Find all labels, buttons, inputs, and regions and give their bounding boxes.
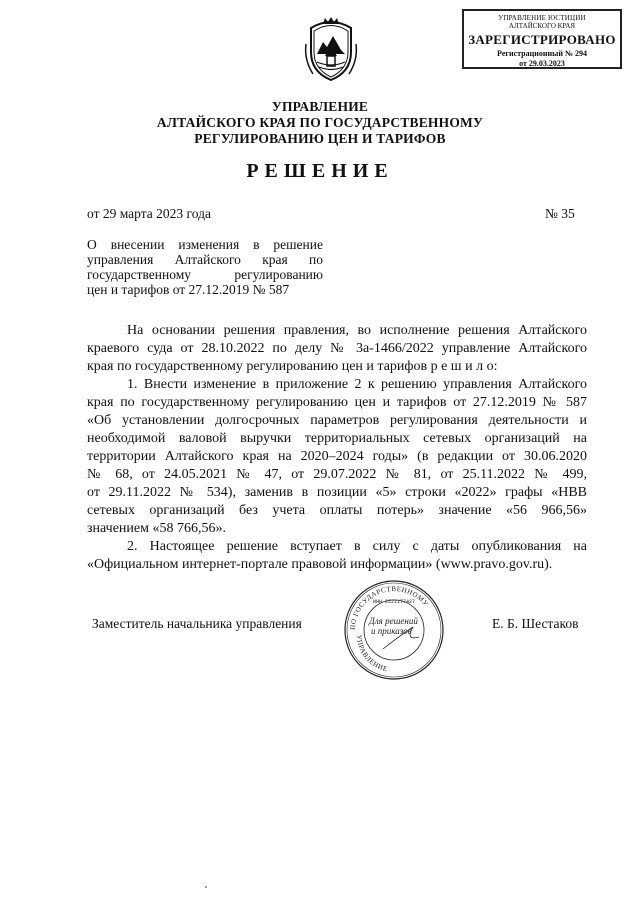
document-number: № 35 [545, 206, 575, 221]
body-line: «Об установлении долгосрочных параметров регулирования деятельности и [87, 413, 587, 428]
body-line: «Официальном интернет-портале правовой информации» (www.pravo.gov.ru). [87, 557, 553, 572]
coat-of-arms-icon [303, 14, 359, 82]
body-line: На основании решения правления, во исполнение решения Алтайского [127, 323, 587, 338]
seal-text-bottom: УПРАВЛЕНИЕ [354, 634, 389, 674]
document-body [87, 322, 587, 574]
body-line: необходимой валовой выручки территориальных сетевых организаций на [87, 431, 587, 446]
svg-text:УПРАВЛЕНИЕ [355, 635, 389, 674]
stamp-reg-date: от 29.03.2023 [519, 59, 565, 68]
subject-line: цен и тарифов от 27.12.2019 № 587 [87, 282, 290, 297]
body-line: 2. Настоящее решение вступает в силу с даты опубликования на [127, 539, 587, 554]
org-name-line-1: УПРАВЛЕНИЕ [271, 99, 369, 114]
body-line: от 29.11.2022 № 534), заменив в позиции «5» строки «2022» графы «НВВ [87, 485, 587, 500]
scan-artifact [205, 886, 207, 888]
body-line: краевого суда от 28.10.2022 по делу № 3а-1466/2022 управление Алтайского [87, 341, 587, 356]
body-line: значением «58 766,56». [87, 521, 226, 536]
subject-line: государственному регулированию [87, 267, 323, 282]
org-name-line-2: АЛТАЙСКОГО КРАЯ ПО ГОСУДАРСТВЕННОМУ [156, 115, 484, 130]
body-line: сетевых организаций без учета оплаты потерь» значение «56 966,56» [87, 503, 587, 518]
stamp-registered: ЗАРЕГИСТРИРОВАНО [468, 32, 616, 47]
seal-inn: ИНН 2221177427 [372, 599, 416, 605]
document-title: РЕШЕНИЕ [246, 160, 394, 182]
seal-text-top: ПО ГОСУДАРСТВЕННОМУ [348, 584, 430, 631]
document-subject [87, 237, 323, 297]
registration-stamp [462, 9, 622, 69]
body-line: 1. Внести изменение в приложение 2 к решению управления Алтайского [127, 377, 587, 392]
body-line: края по государственному регулированию цен и тарифов от 27.12.2019 № 587 [87, 395, 587, 410]
stamp-region: АЛТАЙСКОГО КРАЯ [508, 22, 576, 30]
signatory-name: Е. Б. Шестаков [492, 616, 579, 631]
stamp-reg-number: Регистрационный № 294 [497, 49, 587, 58]
document-date: от 29 марта 2023 года [87, 206, 211, 221]
stamp-authority: УПРАВЛЕНИЕ ЮСТИЦИИ [498, 14, 586, 22]
body-line: территории Алтайского края на 2020–2024 годы» (в редакции от 30.06.2020 [87, 449, 587, 464]
subject-line: О внесении изменения в решение [87, 237, 323, 252]
signatory-position: Заместитель начальника управления [92, 616, 302, 631]
subject-line: управления Алтайского края по [87, 252, 323, 267]
org-name-line-3: РЕГУЛИРОВАНИЮ ЦЕН И ТАРИФОВ [194, 131, 446, 146]
body-line: края по государственному регулированию цен и тарифов р е ш и л о: [87, 359, 498, 374]
seal-inner-text: Для решений и приказов [369, 616, 418, 636]
body-line: № 68, от 24.05.2021 № 47, от 29.07.2022 № 81, от 25.11.2022 № 499, [87, 467, 587, 482]
